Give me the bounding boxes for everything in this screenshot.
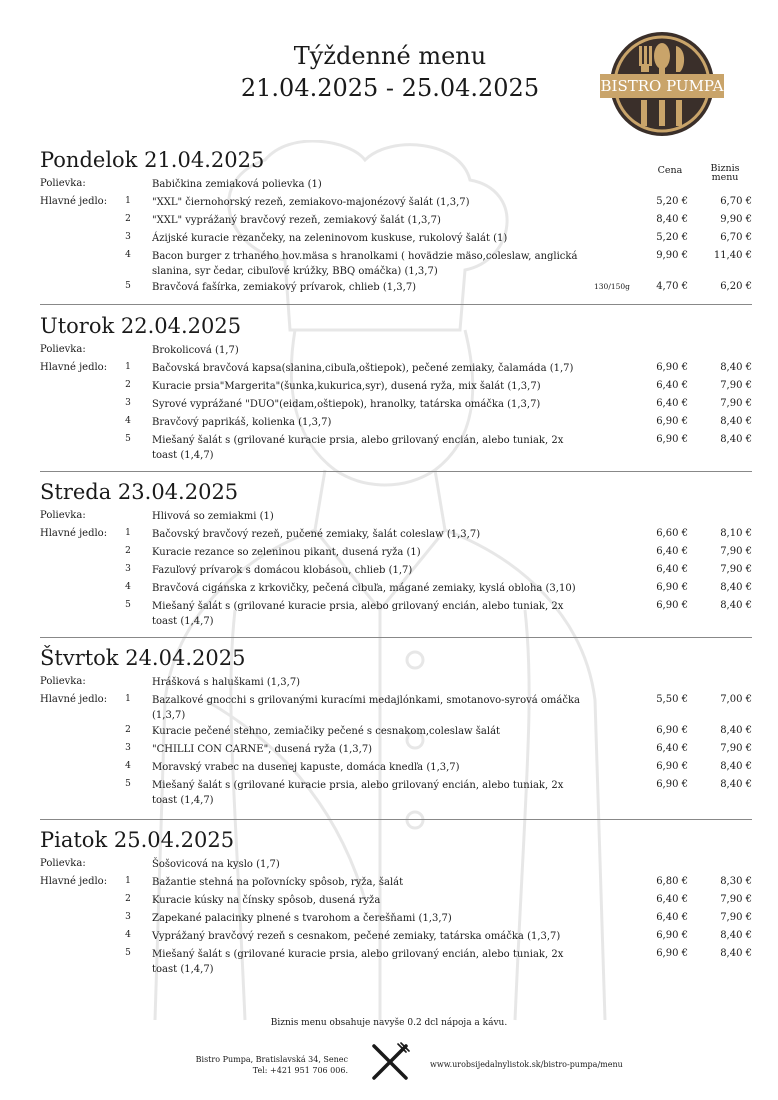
price: 8,40 € xyxy=(656,214,688,225)
price: 6,90 € xyxy=(656,434,688,445)
soup-label: Polievka: xyxy=(40,676,86,687)
section-divider xyxy=(40,304,752,305)
biznis-price: 6,70 € xyxy=(720,196,752,207)
menu-item xyxy=(40,212,752,230)
price: 5,20 € xyxy=(656,232,688,243)
menu-item xyxy=(40,544,752,562)
footer-website[interactable]: www.urobsijedalnylistok.sk/bistro-pumpa/menu xyxy=(430,1060,623,1069)
footer-phone: Tel: +421 951 706 006. xyxy=(252,1066,348,1075)
svg-text:BISTRO PUMPA: BISTRO PUMPA xyxy=(600,77,724,95)
dish-name: "CHILLI CON CARNE", dusená ryža (1,3,7) xyxy=(152,744,373,755)
main-label: Hlavné jedlo: xyxy=(40,694,108,705)
bistro-pumpa-logo xyxy=(596,28,728,140)
dish-name: Bravčová fašírka, zemiakový prívarok, chlieb (1,3,7) xyxy=(152,282,417,293)
menu-item xyxy=(40,194,752,212)
menu-item xyxy=(40,248,752,279)
soup-row xyxy=(40,176,752,194)
dish-name: Bažantie stehná na poľovnícky spôsob, ryža, šalát xyxy=(152,877,404,888)
price: 6,90 € xyxy=(656,779,688,790)
item-number: 3 xyxy=(125,398,131,408)
dish-name: Kuracie pečené stehno, zemiačiky pečené s cesnakom,coleslaw šalát xyxy=(152,726,501,737)
soup-label: Polievka: xyxy=(40,344,86,355)
dish-name: "XXL" čiernohorský rezeň, zemiakovo-majonézový šalát (1,3,7) xyxy=(152,197,470,208)
day-title: Piatok 25.04.2025 xyxy=(40,828,235,852)
item-number: 3 xyxy=(125,232,131,242)
price: 6,80 € xyxy=(656,876,688,887)
dish-name: Syrové vyprážané "DUO"(eidam,oštiepok), hranolky, tatárska omáčka (1,3,7) xyxy=(152,399,541,410)
menu-item xyxy=(40,777,752,808)
price: 6,60 € xyxy=(656,528,688,539)
soup-row xyxy=(40,856,752,874)
menu-item xyxy=(40,580,752,598)
item-number: 3 xyxy=(125,564,131,574)
dish-name: Bazalkové gnocchi s grilovanými kuracími medajlónkami, smotanovo-syrová omáčka (1,3,7) xyxy=(152,695,580,721)
title-line-1: Týždenné menu xyxy=(293,42,487,70)
price: 5,20 € xyxy=(656,196,688,207)
soup-label: Polievka: xyxy=(40,858,86,869)
price: 4,70 € xyxy=(656,281,688,292)
dish-name: Zapekané palacinky plnené s tvarohom a čerešňami (1,3,7) xyxy=(152,913,452,924)
item-number: 2 xyxy=(125,894,131,904)
menu-item xyxy=(40,432,752,463)
item-number: 1 xyxy=(125,362,131,372)
crossed-fork-knife-icon xyxy=(368,1042,412,1082)
price: 6,40 € xyxy=(656,894,688,905)
dish-name: Miešaný šalát s (grilované kuracie prsia, alebo grilovaný encián, alebo tuniak, 2x toast (1,4,7) xyxy=(152,601,564,627)
menu-item xyxy=(40,230,752,248)
dish-name: Fazuľový prívarok s domácou klobásou, chlieb (1,7) xyxy=(152,565,413,576)
price: 6,90 € xyxy=(656,416,688,427)
biznis-price: 8,40 € xyxy=(720,948,752,959)
biznis-price: 6,70 € xyxy=(720,232,752,243)
price: 6,90 € xyxy=(656,725,688,736)
price: 6,90 € xyxy=(656,930,688,941)
dish-name: "XXL" vyprážaný bravčový rezeň, zemiakový šalát (1,3,7) xyxy=(152,215,441,226)
item-number: 1 xyxy=(125,694,131,704)
dish-name: Bačovská bravčová kapsa(slanina,cibuľa,oštiepok), pečené zemiaky, čalamáda (1,7) xyxy=(152,363,574,374)
item-number: 4 xyxy=(125,416,131,426)
item-number: 5 xyxy=(125,434,131,444)
dish-name: Moravský vrabec na dusenej kapuste, domáca knedľa (1,3,7) xyxy=(152,762,460,773)
price: 6,40 € xyxy=(656,546,688,557)
dish-name: Miešaný šalát s (grilované kuracie prsia, alebo grilovaný encián, alebo tuniak, 2x toast (1,4,7) xyxy=(152,780,564,806)
price: 6,90 € xyxy=(656,362,688,373)
biznis-price: 8,40 € xyxy=(720,416,752,427)
price: 6,90 € xyxy=(656,600,688,611)
fork-spoon-knife-icon xyxy=(639,43,684,74)
soup-row xyxy=(40,342,752,360)
soup-name: Brokolicová (1,7) xyxy=(152,345,239,356)
soup-row xyxy=(40,508,752,526)
item-number: 2 xyxy=(125,546,131,556)
col-biznis-header: Biznis menu xyxy=(710,163,740,183)
item-number: 4 xyxy=(125,250,131,260)
item-number: 2 xyxy=(125,214,131,224)
biznis-price: 8,40 € xyxy=(720,779,752,790)
day-monday xyxy=(40,146,752,297)
day-thursday xyxy=(40,644,752,808)
price: 6,90 € xyxy=(656,582,688,593)
biznis-price: 6,20 € xyxy=(720,281,752,292)
menu-item xyxy=(40,396,752,414)
portion-weight: 130/150g xyxy=(594,282,630,291)
item-number: 5 xyxy=(125,948,131,958)
biznis-price: 7,90 € xyxy=(720,380,752,391)
soup-row xyxy=(40,674,752,692)
day-title: Streda 23.04.2025 xyxy=(40,480,239,504)
menu-title xyxy=(200,40,580,104)
soup-name: Hrášková s haluškami (1,3,7) xyxy=(152,677,301,688)
item-number: 5 xyxy=(125,779,131,789)
biznis-price: 8,40 € xyxy=(720,761,752,772)
biznis-price: 7,00 € xyxy=(720,694,752,705)
item-number: 1 xyxy=(125,876,131,886)
day-tuesday xyxy=(40,312,752,463)
main-label: Hlavné jedlo: xyxy=(40,362,108,373)
price: 6,90 € xyxy=(656,948,688,959)
main-label: Hlavné jedlo: xyxy=(40,876,108,887)
day-wednesday xyxy=(40,478,752,629)
biznis-price: 7,90 € xyxy=(720,564,752,575)
price: 6,90 € xyxy=(656,761,688,772)
menu-item xyxy=(40,279,752,297)
item-number: 1 xyxy=(125,196,131,206)
main-label: Hlavné jedlo: xyxy=(40,196,108,207)
biznis-price: 8,40 € xyxy=(720,600,752,611)
menu-item xyxy=(40,874,752,892)
menu-item xyxy=(40,892,752,910)
biznis-note: Biznis menu obsahuje navyše 0.2 dcl nápoja a kávu. xyxy=(270,1018,508,1028)
col-price-header: Cena xyxy=(657,165,683,176)
item-number: 5 xyxy=(125,600,131,610)
dish-name: Kuracie prsia"Margerita"(šunka,kukurica,syr), dusená ryža, mix šalát (1,3,7) xyxy=(152,381,541,392)
dish-name: Kuracie kúsky na čínsky spôsob, dusená ryža xyxy=(152,895,381,906)
item-number: 3 xyxy=(125,912,131,922)
item-number: 1 xyxy=(125,528,131,538)
biznis-price: 7,90 € xyxy=(720,894,752,905)
soup-name: Babičkina zemiaková polievka (1) xyxy=(152,179,322,190)
biznis-price: 8,40 € xyxy=(720,362,752,373)
price: 6,40 € xyxy=(656,564,688,575)
biznis-price: 9,90 € xyxy=(720,214,752,225)
soup-name: Šošovicová na kyslo (1,7) xyxy=(152,859,280,870)
menu-item xyxy=(40,759,752,777)
price: 6,40 € xyxy=(656,743,688,754)
soup-name: Hlivová so zemiakmi (1) xyxy=(152,511,274,522)
soup-label: Polievka: xyxy=(40,510,86,521)
menu-item xyxy=(40,598,752,629)
menu-item xyxy=(40,562,752,580)
day-title: Pondelok 21.04.2025 xyxy=(40,148,265,172)
dish-name: Bacon burger z trhaného hov.mäsa s hranolkami ( hovädzie mäso,coleslaw, anglická slanina, syr čedar, cibuľové krúžky, BBQ omáčka) (1,3,7) xyxy=(152,251,578,277)
menu-item xyxy=(40,378,752,396)
soup-label: Polievka: xyxy=(40,178,86,189)
biznis-price: 8,40 € xyxy=(720,930,752,941)
dish-name: Miešaný šalát s (grilované kuracie prsia, alebo grilovaný encián, alebo tuniak, 2x toast (1,4,7) xyxy=(152,949,564,975)
menu-item xyxy=(40,360,752,378)
menu-item xyxy=(40,741,752,759)
item-number: 4 xyxy=(125,582,131,592)
price: 5,50 € xyxy=(656,694,688,705)
dish-name: Bravčový paprikáš, kolienka (1,3,7) xyxy=(152,417,332,428)
menu-item xyxy=(40,910,752,928)
main-label: Hlavné jedlo: xyxy=(40,528,108,539)
dish-name: Bravčová cigánska z krkovičky, pečená cibuľa, mágané zemiaky, kyslá obloha (3,10) xyxy=(152,583,576,594)
price: 6,40 € xyxy=(656,912,688,923)
item-number: 3 xyxy=(125,743,131,753)
dish-name: Bačovský bravčový rezeň, pučené zemiaky, šalát coleslaw (1,3,7) xyxy=(152,529,481,540)
menu-item xyxy=(40,928,752,946)
dish-name: Vyprážaný bravčový rezeň s cesnakom, pečené zemiaky, tatárska omáčka (1,3,7) xyxy=(152,931,561,942)
day-title: Utorok 22.04.2025 xyxy=(40,314,242,338)
menu-item xyxy=(40,723,752,741)
dish-name: Kuracie rezance so zeleninou pikant, dusená ryža (1) xyxy=(152,547,421,558)
biznis-price: 7,90 € xyxy=(720,912,752,923)
biznis-price: 8,30 € xyxy=(720,876,752,887)
section-divider xyxy=(40,471,752,472)
section-divider xyxy=(40,819,752,820)
footer-contact xyxy=(160,1054,348,1076)
biznis-price: 8,40 € xyxy=(720,725,752,736)
dish-name: Ázijské kuracie rezančeky, na zeleninovom kuskuse, rukolový šalát (1) xyxy=(152,233,508,244)
menu-item xyxy=(40,414,752,432)
day-title: Štvrtok 24.04.2025 xyxy=(40,646,246,670)
price: 9,90 € xyxy=(656,250,688,261)
day-friday xyxy=(40,826,752,977)
biznis-price: 8,40 € xyxy=(720,582,752,593)
item-number: 4 xyxy=(125,930,131,940)
menu-item xyxy=(40,946,752,977)
item-number: 2 xyxy=(125,725,131,735)
item-number: 2 xyxy=(125,380,131,390)
dish-name: Miešaný šalát s (grilované kuracie prsia, alebo grilovaný encián, alebo tuniak, 2x toast (1,4,7) xyxy=(152,435,564,461)
biznis-price: 7,90 € xyxy=(720,398,752,409)
title-line-2: 21.04.2025 - 25.04.2025 xyxy=(240,74,540,102)
footer-address: Bistro Pumpa, Bratislavská 34, Senec xyxy=(195,1055,348,1064)
item-number: 5 xyxy=(125,281,131,291)
biznis-price: 8,40 € xyxy=(720,434,752,445)
item-number: 4 xyxy=(125,761,131,771)
price: 6,40 € xyxy=(656,380,688,391)
price: 6,40 € xyxy=(656,398,688,409)
biznis-price: 8,10 € xyxy=(720,528,752,539)
biznis-price: 7,90 € xyxy=(720,743,752,754)
biznis-price: 7,90 € xyxy=(720,546,752,557)
menu-item xyxy=(40,692,752,723)
section-divider xyxy=(40,637,752,638)
menu-item xyxy=(40,526,752,544)
biznis-price: 11,40 € xyxy=(713,250,752,261)
